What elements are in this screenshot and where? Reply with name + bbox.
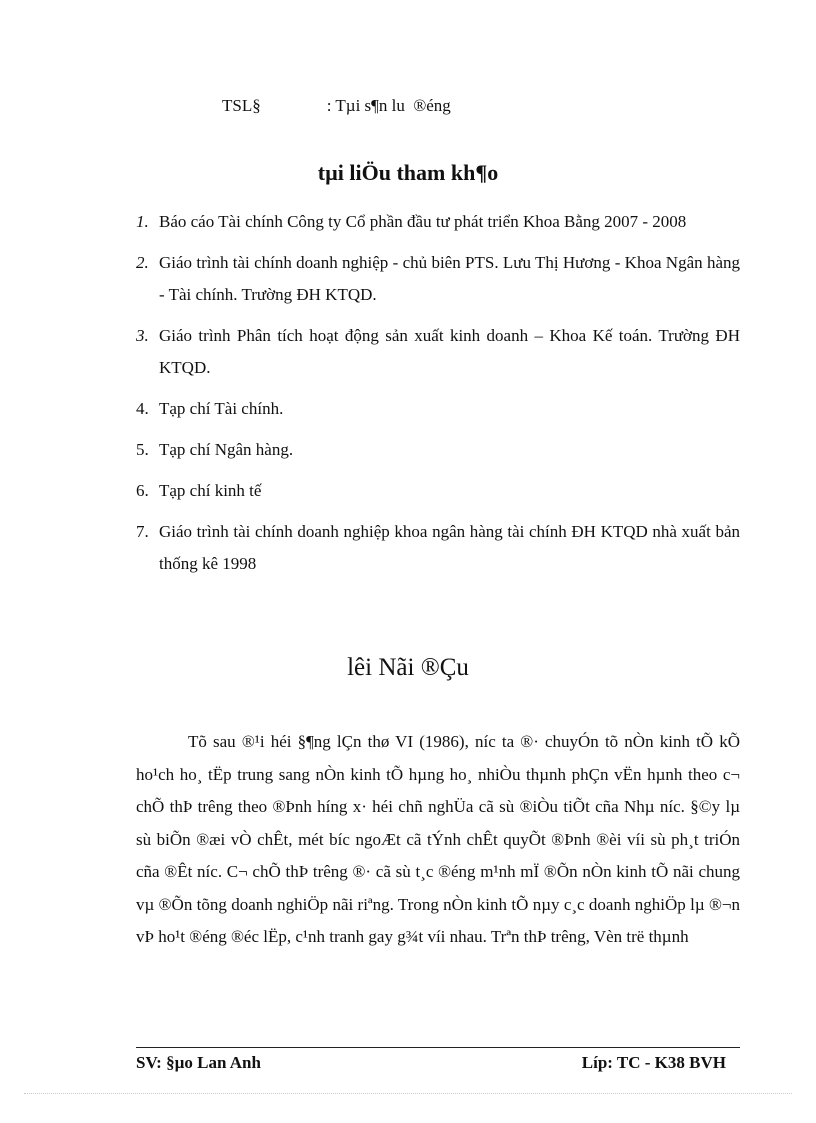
footer-student-name: SV: §µo Lan Anh bbox=[136, 1053, 261, 1072]
reference-item bbox=[136, 393, 740, 425]
reference-list bbox=[136, 206, 740, 589]
reference-text: Giáo trình tài chính doanh nghiệp khoa ngân hàng tài chính ĐH KTQD nhà xuất bản thống kê 1998 bbox=[159, 522, 740, 573]
reference-number: 5. bbox=[136, 440, 149, 459]
reference-text: Báo cáo Tài chính Công ty Cổ phần đầu tư phát triển Khoa Bằng 2007 - 2008 bbox=[159, 212, 687, 231]
reference-number: 3. bbox=[136, 326, 149, 345]
introduction-paragraph: Tõ sau ®¹i héi §¶ng lÇn thø VI (1986), níc ta ®· chuyÓn tõ nÒn kinh tÕ kÕ ho¹ch ho¸ tËp trung sang nÒn kinh tÕ hµng ho¸ nhiÒu thµnh phÇn vËn hµnh theo c¬ chÕ thÞ trêng theo ®Þnh híng x· héi chñ nghÜa cã sù ®iÒu tiÕt cña Nhµ níc. §©y lµ sù biÕn ®æi vÒ chÊt, mét bíc ngoÆt cã tÝnh chÊt quyÕt ®Þnh ®èi víi sù ph¸t triÓn cña ®Êt níc. C¬ chÕ thÞ trêng ®· cã sù t¸c ®éng m¹nh mÏ ®Õn nÒn kinh tÕ nãi chung vµ ®Õn tõng doanh nghiÖp nãi riªng. Trong nÒn kinh tÕ nµy c¸c doanh nghiÖp lµ ®¬n vÞ ho¹t ®éng ®éc lËp, c¹nh tranh gay g¾t víi nhau. Trªn thÞ trêng, Vèn trë thµnh bbox=[136, 732, 740, 946]
reference-item bbox=[136, 320, 740, 384]
reference-item bbox=[136, 516, 740, 580]
abbreviation-term: TSL§ bbox=[222, 96, 261, 115]
reference-item bbox=[136, 475, 740, 507]
footer-divider bbox=[136, 1047, 740, 1048]
abbreviation-definition: : Tµi s¶n lu ®éng bbox=[326, 96, 451, 115]
footer-class: Líp: TC - K38 BVH bbox=[581, 1053, 726, 1072]
reference-number: 7. bbox=[136, 522, 149, 541]
reference-item bbox=[136, 247, 740, 311]
reference-item bbox=[136, 206, 740, 238]
reference-text: Tạp chí Ngân hàng. bbox=[159, 440, 294, 459]
page-footer bbox=[136, 1053, 726, 1073]
reference-item bbox=[136, 434, 740, 466]
reference-text: Tạp chí kinh tế bbox=[159, 481, 262, 500]
page-edge-divider bbox=[24, 1093, 792, 1094]
reference-number: 1. bbox=[136, 212, 149, 231]
reference-text: Giáo trình Phân tích hoạt động sản xuất kinh doanh – Khoa Kế toán. Trường ĐH KTQD. bbox=[159, 326, 740, 377]
reference-text: Giáo trình tài chính doanh nghiệp - chủ biên PTS. Lưu Thị Hương - Khoa Ngân hàng - Tài chính. Trường ĐH KTQD. bbox=[159, 253, 740, 304]
reference-number: 2. bbox=[136, 253, 149, 272]
introduction-title: lêi Nãi ®Çu bbox=[347, 654, 469, 681]
references-title: tµi liÖu tham kh¶o bbox=[317, 160, 499, 185]
reference-number: 6. bbox=[136, 481, 149, 500]
reference-number: 4. bbox=[136, 399, 149, 418]
reference-text: Tạp chí Tài chính. bbox=[159, 399, 284, 418]
abbreviation-line bbox=[222, 96, 451, 116]
